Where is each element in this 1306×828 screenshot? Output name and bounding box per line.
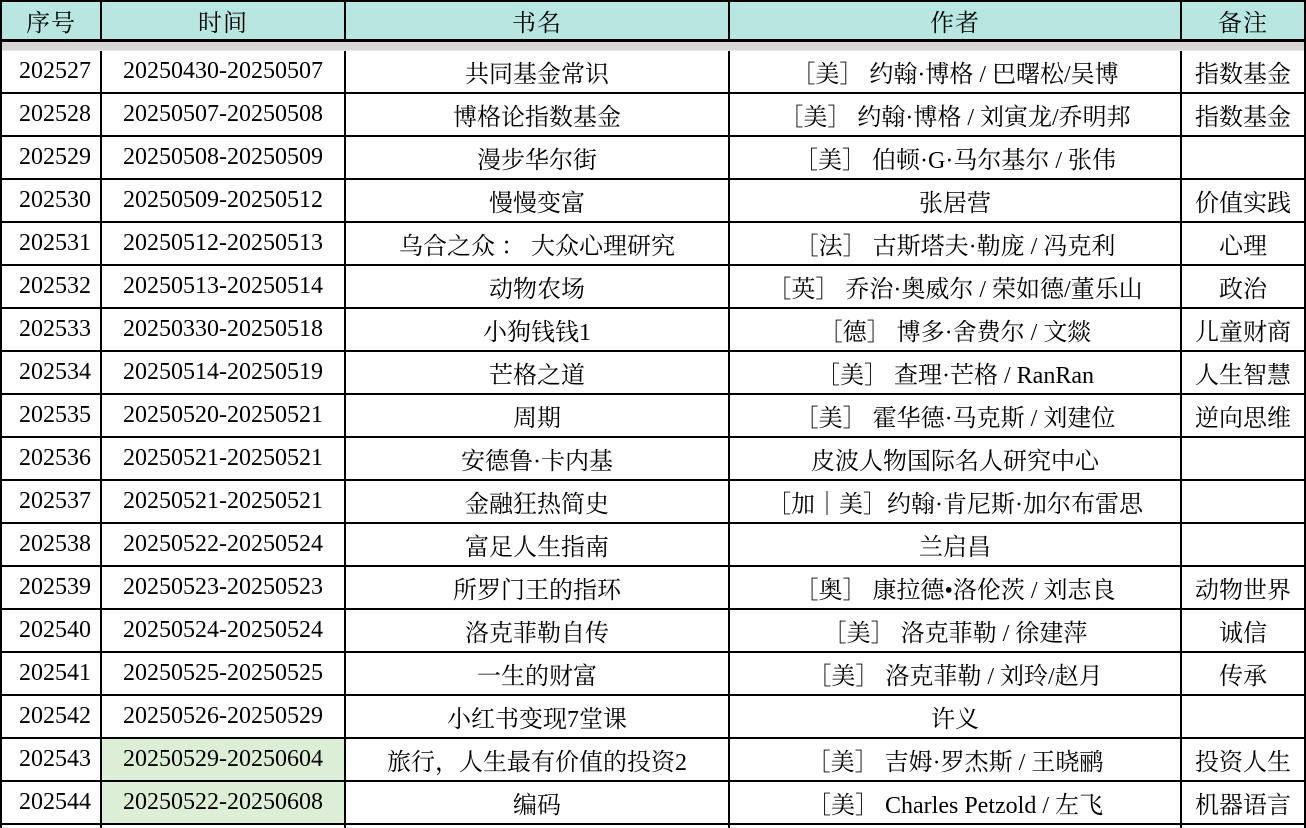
cell-author[interactable]: ［美］ Charles Petzold / 左飞 <box>730 782 1182 825</box>
table-row <box>2 180 1304 223</box>
cell-author[interactable]: 皮波人物国际名人研究中心 <box>730 438 1182 481</box>
cell-author[interactable]: ［法］ 古斯塔夫·勒庞 / 冯克利 <box>730 223 1182 266</box>
cell-note[interactable]: 机器语言 <box>1182 782 1304 825</box>
table-row <box>2 739 1304 782</box>
cell-title[interactable]: 芒格之道 <box>346 352 730 395</box>
cell-serial[interactable]: 202529 <box>2 137 102 180</box>
cell-author[interactable]: 兰启昌 <box>730 524 1182 567</box>
cell-time[interactable]: 20250523-20250523 <box>102 567 346 610</box>
cell-time[interactable]: 20250529-20250604 <box>102 739 346 782</box>
cell-time[interactable]: 20250512-20250513 <box>102 223 346 266</box>
cell-note[interactable]: 政治 <box>1182 266 1304 309</box>
table-row <box>2 352 1304 395</box>
cell-author[interactable]: 张居营 <box>730 180 1182 223</box>
cell-author[interactable]: ［美］ 约翰·博格 / 巴曙松/吴博 <box>730 51 1182 94</box>
cell-author[interactable]: ［加｜美］约翰·肯尼斯·加尔布雷思 <box>730 481 1182 524</box>
table-body <box>2 51 1304 825</box>
cell-time[interactable]: 20250525-20250525 <box>102 653 346 696</box>
cell-title[interactable]: 安德鲁·卡内基 <box>346 438 730 481</box>
cell-title[interactable]: 周期 <box>346 395 730 438</box>
cell-title[interactable]: 小红书变现7堂课 <box>346 696 730 739</box>
cell-serial[interactable]: 202531 <box>2 223 102 266</box>
cell-time[interactable]: 20250521-20250521 <box>102 438 346 481</box>
cell-author[interactable]: 许义 <box>730 696 1182 739</box>
cell-author[interactable]: ［美］ 吉姆·罗杰斯 / 王晓鹂 <box>730 739 1182 782</box>
cell-note[interactable]: 价值实践 <box>1182 180 1304 223</box>
cell-title[interactable]: 动物农场 <box>346 266 730 309</box>
cell-serial[interactable]: 202527 <box>2 51 102 94</box>
table-row <box>2 51 1304 94</box>
cell-time[interactable]: 20250513-20250514 <box>102 266 346 309</box>
cell-time[interactable]: 20250524-20250524 <box>102 610 346 653</box>
cell-title[interactable]: 旅行，人生最有价值的投资2 <box>346 739 730 782</box>
cell-title[interactable]: 共同基金常识 <box>346 51 730 94</box>
cell-note[interactable]: 逆向思维 <box>1182 395 1304 438</box>
cell-serial[interactable]: 202533 <box>2 309 102 352</box>
cell-note[interactable]: 动物世界 <box>1182 567 1304 610</box>
cell-serial[interactable]: 202534 <box>2 352 102 395</box>
cell-serial[interactable]: 202532 <box>2 266 102 309</box>
table-header-row <box>2 2 1304 42</box>
header-cell-time[interactable]: 时间 <box>102 2 346 42</box>
cell-time[interactable]: 20250514-20250519 <box>102 352 346 395</box>
cell-time[interactable]: 20250522-20250608 <box>102 782 346 825</box>
cell-serial[interactable]: 202540 <box>2 610 102 653</box>
cell-time[interactable]: 20250509-20250512 <box>102 180 346 223</box>
cell-serial[interactable]: 202530 <box>2 180 102 223</box>
cell-title[interactable]: 一生的财富 <box>346 653 730 696</box>
cell-author[interactable]: ［美］ 洛克菲勒 / 刘玲/赵月 <box>730 653 1182 696</box>
header-cell-serial[interactable]: 序号 <box>2 2 102 42</box>
cell-note[interactable]: 指数基金 <box>1182 94 1304 137</box>
cell-time[interactable]: 20250507-20250508 <box>102 94 346 137</box>
table-row <box>2 137 1304 180</box>
cell-note[interactable]: 传承 <box>1182 653 1304 696</box>
cell-serial[interactable]: 202528 <box>2 94 102 137</box>
cell-title[interactable]: 洛克菲勒自传 <box>346 610 730 653</box>
header-cell-title[interactable]: 书名 <box>346 2 730 42</box>
cell-author[interactable]: ［德］ 博多·舍费尔 / 文燚 <box>730 309 1182 352</box>
cell-title[interactable]: 编码 <box>346 782 730 825</box>
cell-note[interactable] <box>1182 696 1304 739</box>
cell-serial[interactable]: 202538 <box>2 524 102 567</box>
cell-note[interactable]: 人生智慧 <box>1182 352 1304 395</box>
header-cell-author[interactable]: 作者 <box>730 2 1182 42</box>
cell-note[interactable] <box>1182 438 1304 481</box>
cell-serial[interactable]: 202535 <box>2 395 102 438</box>
cell-serial[interactable]: 202537 <box>2 481 102 524</box>
cell-serial[interactable]: 202544 <box>2 782 102 825</box>
cell-time[interactable]: 20250522-20250524 <box>102 524 346 567</box>
cell-title[interactable]: 金融狂热简史 <box>346 481 730 524</box>
cell-author[interactable]: ［英］ 乔治·奥威尔 / 荣如德/董乐山 <box>730 266 1182 309</box>
cell-serial[interactable]: 202542 <box>2 696 102 739</box>
table-row <box>2 653 1304 696</box>
table-row <box>2 782 1304 825</box>
cell-title[interactable]: 慢慢变富 <box>346 180 730 223</box>
table-row <box>2 524 1304 567</box>
cell-note[interactable] <box>1182 524 1304 567</box>
cell-title[interactable]: 漫步华尔街 <box>346 137 730 180</box>
cell-author[interactable]: ［美］ 伯顿·G·马尔基尔 / 张伟 <box>730 137 1182 180</box>
table-row <box>2 610 1304 653</box>
cell-serial[interactable]: 202543 <box>2 739 102 782</box>
cell-serial[interactable]: 202541 <box>2 653 102 696</box>
cell-time[interactable]: 20250520-20250521 <box>102 395 346 438</box>
cell-time[interactable]: 20250508-20250509 <box>102 137 346 180</box>
header-cell-note[interactable]: 备注 <box>1182 2 1304 42</box>
cell-title[interactable]: 小狗钱钱1 <box>346 309 730 352</box>
table-row <box>2 438 1304 481</box>
cell-author[interactable]: ［美］ 约翰·博格 / 刘寅龙/乔明邦 <box>730 94 1182 137</box>
table-row <box>2 94 1304 137</box>
cell-time[interactable]: 20250330-20250518 <box>102 309 346 352</box>
cell-serial[interactable]: 202536 <box>2 438 102 481</box>
table-row <box>2 223 1304 266</box>
cell-author[interactable]: ［美］ 洛克菲勒 / 徐建萍 <box>730 610 1182 653</box>
frozen-pane-shadow <box>2 42 1304 51</box>
table-row <box>2 481 1304 524</box>
cell-title[interactable]: 博格论指数基金 <box>346 94 730 137</box>
cell-author[interactable]: ［美］ 霍华德·马克斯 / 刘建位 <box>730 395 1182 438</box>
cell-note[interactable]: 诚信 <box>1182 610 1304 653</box>
cell-title[interactable]: 所罗门王的指环 <box>346 567 730 610</box>
cell-author[interactable]: ［奥］ 康拉德•洛伦茨 / 刘志良 <box>730 567 1182 610</box>
cell-note[interactable]: 儿童财商 <box>1182 309 1304 352</box>
table-row <box>2 395 1304 438</box>
table-row <box>2 309 1304 352</box>
table-row <box>2 567 1304 610</box>
cell-serial[interactable]: 202539 <box>2 567 102 610</box>
cell-title[interactable]: 富足人生指南 <box>346 524 730 567</box>
cell-note[interactable]: 心理 <box>1182 223 1304 266</box>
table-row <box>2 696 1304 739</box>
cell-author[interactable]: ［美］ 查理·芒格 / RanRan <box>730 352 1182 395</box>
cell-note[interactable]: 投资人生 <box>1182 739 1304 782</box>
cell-time[interactable]: 20250430-20250507 <box>102 51 346 94</box>
table-row <box>2 266 1304 309</box>
cell-note[interactable] <box>1182 137 1304 180</box>
cell-time[interactable]: 20250521-20250521 <box>102 481 346 524</box>
cell-note[interactable] <box>1182 481 1304 524</box>
cell-time[interactable]: 20250526-20250529 <box>102 696 346 739</box>
cell-note[interactable]: 指数基金 <box>1182 51 1304 94</box>
cell-title[interactable]: 乌合之众 ： 大众心理研究 <box>346 223 730 266</box>
